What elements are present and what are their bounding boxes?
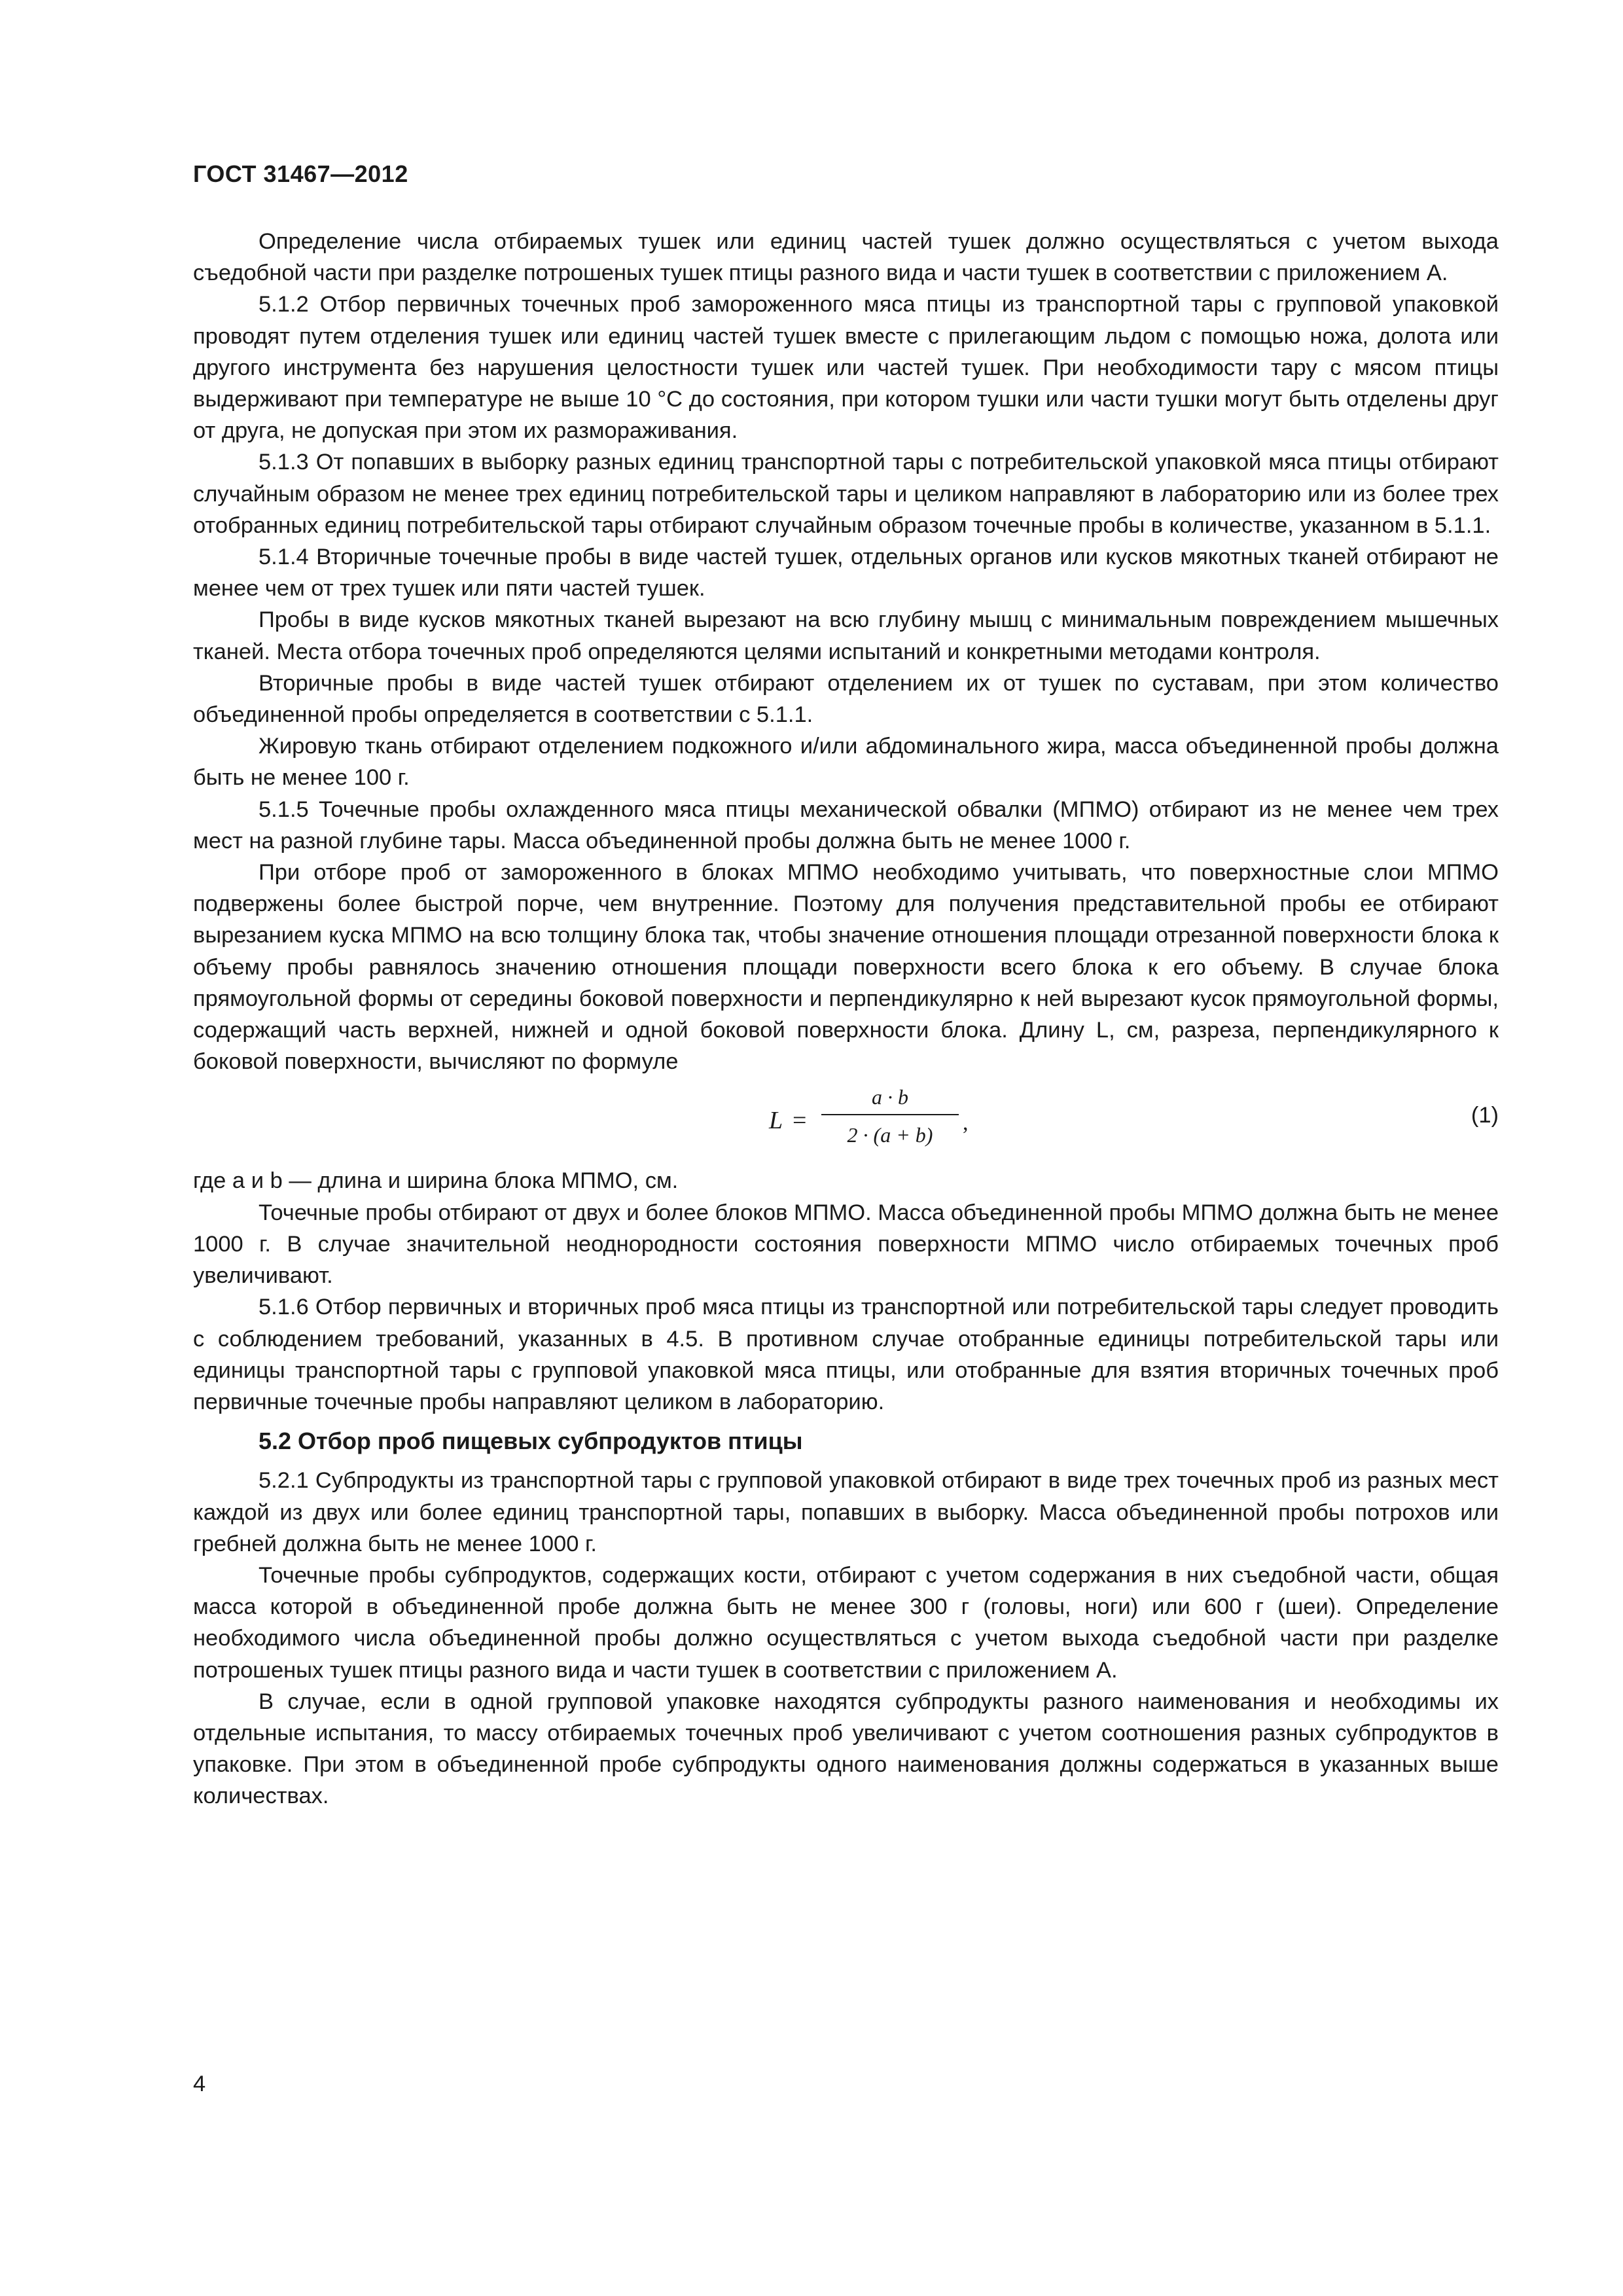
- fraction-bar: [821, 1114, 959, 1115]
- paragraph: Точечные пробы отбирают от двух и более блоков МПМО. Масса объединенной пробы МПМО должна быть не менее 1000 г. В случае значительной неоднородности состояния поверхности МПМО число отбираемых точечных проб увеличивают.: [193, 1200, 1499, 1289]
- formula-numerator: a · b: [872, 1085, 908, 1109]
- formula-block: [193, 1081, 1499, 1165]
- document-body: [193, 226, 1499, 1812]
- paragraph: В случае, если в одной групповой упаковке находятся субпродукты разного наименования и необходимы их отдельные испытания, то массу отбираемых точечных проб увеличивают с учетом соотношения разных субпродуктов в упаковке. При этом в объединенной пробе субпродукты одного наименования должны содержаться в указанных выше количествах.: [193, 1689, 1499, 1809]
- document-header-id: ГОСТ 31467—2012: [193, 160, 408, 187]
- paragraph: Точечные пробы субпродуктов, содержащих кости, отбирают с учетом содержания в них съедобной части, общая масса которой в объединенной пробе должна быть не менее 300 г (головы, ноги) или 600 г (шеи). Определение необходимого числа объединенной пробы должно осуществляться с учетом выхода съедобной части при разделке потрошеных тушек птицы разного вида и части тушек в соответствии с приложением А.: [193, 1562, 1499, 1683]
- paragraph: Пробы в виде кусков мякотных тканей вырезают на всю глубину мышц с минимальным повреждением мышечных тканей. Места отбора точечных проб определяются целями испытаний и конкретными методами контроля.: [193, 607, 1499, 664]
- paragraph: При отборе проб от замороженного в блоках МПМО необходимо учитывать, что поверхностные слои МПМО подвержены более быстрой порче, чем внутренние. Поэтому для получения представительной пробы ее отбирают вырезанием куска МПМО на всю толщину блока так, чтобы значение отношения площади отрезанной поверхности блока к объему пробы равнялось значению отношения площади поверхности всего блока к его объему. В случае блока прямоугольной формы от середины боковой поверхности и перпендикулярно к ней вырезают кусок прямоугольной формы, содержащий часть верхней, нижней и одной боковой поверхности блока. Длину L, см, разреза, перпендикулярного к боковой поверхности, вычисляют по формуле: [193, 860, 1499, 1075]
- formula-comma: ,: [963, 1111, 969, 1136]
- paragraph: Определение числа отбираемых тушек или единиц частей тушек должно осуществляться с учетом выхода съедобной части при разделке потрошеных тушек птицы разного вида и части тушек в соответствии с приложением А.: [193, 229, 1499, 286]
- paragraph: 5.1.4 Вторичные точечные пробы в виде частей тушек, отдельных органов или кусков мякотных тканей отбирают не менее чем от трех тушек или пяти частей тушек.: [193, 545, 1499, 601]
- paragraph: 5.2.1 Субпродукты из транспортной тары с групповой упаковкой отбирают в виде трех точечных проб из разных мест каждой из двух или более единиц транспортной тары, попавших в выборку. Масса объединенной пробы потрохов или гребней должна быть не менее 1000 г.: [193, 1468, 1499, 1556]
- section-title: 5.2 Отбор проб пищевых субпродуктов птицы: [259, 1427, 803, 1455]
- formula-denominator: 2 · (a + b): [847, 1123, 933, 1147]
- paragraph: где a и b — длина и ширина блока МПМО, см.: [193, 1168, 679, 1194]
- paragraph: 5.1.2 Отбор первичных точечных проб замороженного мяса птицы из транспортной тары с групповой упаковкой проводят путем отделения тушек или единиц частей тушек вместе с прилегающим льдом с помощью ножа, долота или другого инструмента без нарушения целостности тушек или частей тушек. При необходимости тару с мясом птицы выдерживают при температуре не выше 10 °С до состояния, при котором тушки или части тушки могут быть отделены друг от друга, не допуская при этом их размораживания.: [193, 292, 1499, 444]
- paragraph: 5.1.5 Точечные пробы охлажденного мяса птицы механической обвалки (МПМО) отбирают из не менее чем трех мест на разной глубине тары. Масса объединенной пробы должна быть не менее 1000 г.: [193, 797, 1499, 853]
- formula-equals: =: [793, 1107, 807, 1135]
- formula-lhs: L: [769, 1107, 783, 1135]
- formula-number: (1): [1471, 1103, 1499, 1128]
- page-number: 4: [193, 2072, 206, 2096]
- paragraph: Жировую ткань отбирают отделением подкожного и/или абдоминального жира, масса объединенной пробы должна быть не менее 100 г.: [193, 734, 1499, 791]
- paragraph: 5.1.6 Отбор первичных и вторичных проб мяса птицы из транспортной или потребительской тары следует проводить с соблюдением требований, указанных в 4.5. В противном случае отобранные единицы потребительской тары или единицы транспортной тары с групповой упаковкой мяса птицы, или отобранные для взятия вторичных точечных проб первичные точечные пробы направляют целиком в лабораторию.: [193, 1295, 1499, 1414]
- formula-1: [769, 1081, 969, 1158]
- paragraph: 5.1.3 От попавших в выборку разных единиц транспортной тары с потребительской упаковкой мяса птицы отбирают случайным образом не менее трех единиц потребительской тары и целиком направляют в лабораторию или из более трех отобранных единиц потребительской тары отбирают случайным образом точечные пробы в количестве, указанном в 5.1.1.: [193, 450, 1499, 538]
- paragraph: Вторичные пробы в виде частей тушек отбирают отделением их от тушек по суставам, при этом количество объединенной пробы определяется в соответствии с 5.1.1.: [193, 670, 1499, 728]
